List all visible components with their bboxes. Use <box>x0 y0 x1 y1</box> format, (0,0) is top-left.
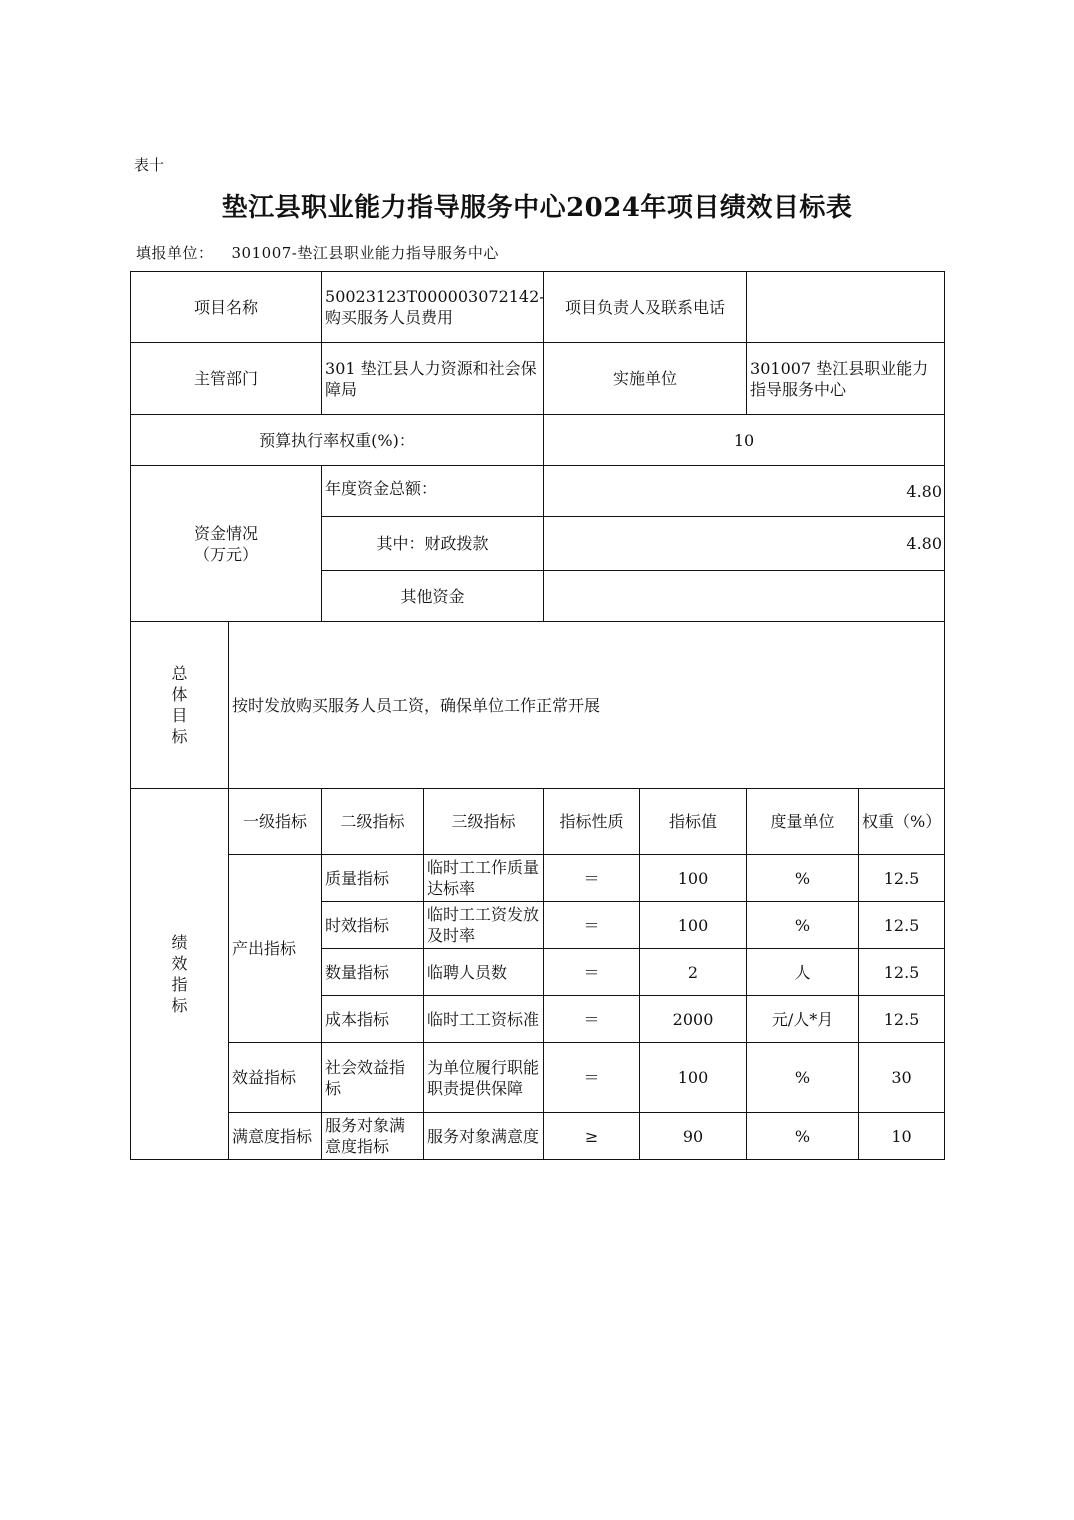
funds-label <box>131 466 322 622</box>
row-value: 90 <box>640 1113 747 1160</box>
row-unit: % <box>747 855 859 902</box>
row-weight: 12.5 <box>859 902 945 949</box>
project-name-label: 项目名称 <box>131 272 322 343</box>
goal-label <box>131 622 229 789</box>
table-row <box>131 1113 945 1160</box>
row-nature: ＝ <box>544 855 640 902</box>
indicators-label-char: 指 <box>171 975 188 994</box>
row-level2: 成本指标 <box>322 996 424 1043</box>
row-level3: 为单位履行职能职责提供保障 <box>424 1043 544 1113</box>
table-row <box>131 855 945 902</box>
row-nature: ＝ <box>544 949 640 996</box>
row-level3: 临时工工资发放及时率 <box>424 902 544 949</box>
funds-total-label: 年度资金总额： <box>322 466 544 517</box>
row-weight: 12.5 <box>859 949 945 996</box>
group-satisfaction: 满意度指标 <box>229 1113 322 1160</box>
row-level2: 服务对象满意度指标 <box>322 1113 424 1160</box>
goal-label-char: 体 <box>171 685 188 704</box>
header-weight: 权重（%） <box>859 789 945 855</box>
header-value: 指标值 <box>640 789 747 855</box>
goal-label-char: 标 <box>171 727 188 746</box>
row-level2: 质量指标 <box>322 855 424 902</box>
dept-value: 301 垫江县人力资源和社会保障局 <box>322 343 544 415</box>
row-level2: 数量指标 <box>322 949 424 996</box>
impl-label: 实施单位 <box>544 343 747 415</box>
dept-label: 主管部门 <box>131 343 322 415</box>
row-level3: 服务对象满意度 <box>424 1113 544 1160</box>
funds-other-label: 其他资金 <box>322 571 544 622</box>
row-unit: 人 <box>747 949 859 996</box>
row-unit: 元/人*月 <box>747 996 859 1043</box>
row-value: 2 <box>640 949 747 996</box>
indicators-label <box>131 789 229 1160</box>
header-level2: 二级指标 <box>322 789 424 855</box>
indicators-label-char: 绩 <box>171 933 188 952</box>
row-weight: 12.5 <box>859 855 945 902</box>
row-value: 2000 <box>640 996 747 1043</box>
group-benefit: 效益指标 <box>229 1043 322 1113</box>
funds-fiscal-label: 其中：财政拨款 <box>322 517 544 571</box>
row-weight: 12.5 <box>859 996 945 1043</box>
contact-label: 项目负责人及联系电话 <box>544 272 747 343</box>
table-label: 表十 <box>134 156 165 174</box>
row-unit: % <box>747 1043 859 1113</box>
row-weight: 30 <box>859 1043 945 1113</box>
header-level1: 一级指标 <box>229 789 322 855</box>
contact-value <box>747 272 945 343</box>
row-level2: 社会效益指标 <box>322 1043 424 1113</box>
row-value: 100 <box>640 902 747 949</box>
project-name-value: 50023123T000003072142-购买服务人员费用 <box>322 272 544 343</box>
row-level3: 临聘人员数 <box>424 949 544 996</box>
header-level3: 三级指标 <box>424 789 544 855</box>
indicators-label-char: 效 <box>171 954 188 973</box>
row-value: 100 <box>640 855 747 902</box>
impl-value: 301007 垫江县职业能力指导服务中心 <box>747 343 945 415</box>
row-weight: 10 <box>859 1113 945 1160</box>
goal-label-char: 目 <box>171 706 188 725</box>
row-level3: 临时工工资标准 <box>424 996 544 1043</box>
row-level2: 时效指标 <box>322 902 424 949</box>
funds-fiscal-value: 4.80 <box>544 517 945 571</box>
funds-label-line2: （万元） <box>194 544 259 564</box>
budget-weight-label: 预算执行率权重(%)： <box>131 415 544 466</box>
budget-weight-value: 10 <box>544 415 945 466</box>
funds-label-line1: 资金情况 <box>194 523 259 543</box>
indicators-label-char: 标 <box>171 996 188 1015</box>
funds-total-value: 4.80 <box>544 466 945 517</box>
header-nature: 指标性质 <box>544 789 640 855</box>
row-nature: ＝ <box>544 996 640 1043</box>
row-unit: % <box>747 1113 859 1160</box>
row-nature: ≥ <box>544 1113 640 1160</box>
row-level3: 临时工工作质量达标率 <box>424 855 544 902</box>
filler-label: 填报单位： <box>136 244 214 262</box>
goal-label-char: 总 <box>171 664 188 683</box>
goal-text: 按时发放购买服务人员工资，确保单位工作正常开展 <box>229 622 945 789</box>
row-unit: % <box>747 902 859 949</box>
funds-other-value <box>544 571 945 622</box>
performance-table <box>130 271 945 1160</box>
page-title: 垫江县职业能力指导服务中心2024年项目绩效目标表 <box>221 193 853 223</box>
row-nature: ＝ <box>544 902 640 949</box>
row-value: 100 <box>640 1043 747 1113</box>
header-unit: 度量单位 <box>747 789 859 855</box>
table-row <box>131 1043 945 1113</box>
filler-unit <box>136 242 499 263</box>
row-nature: ＝ <box>544 1043 640 1113</box>
filler-value: 301007-垫江县职业能力指导服务中心 <box>231 244 499 262</box>
group-output: 产出指标 <box>229 855 322 1043</box>
